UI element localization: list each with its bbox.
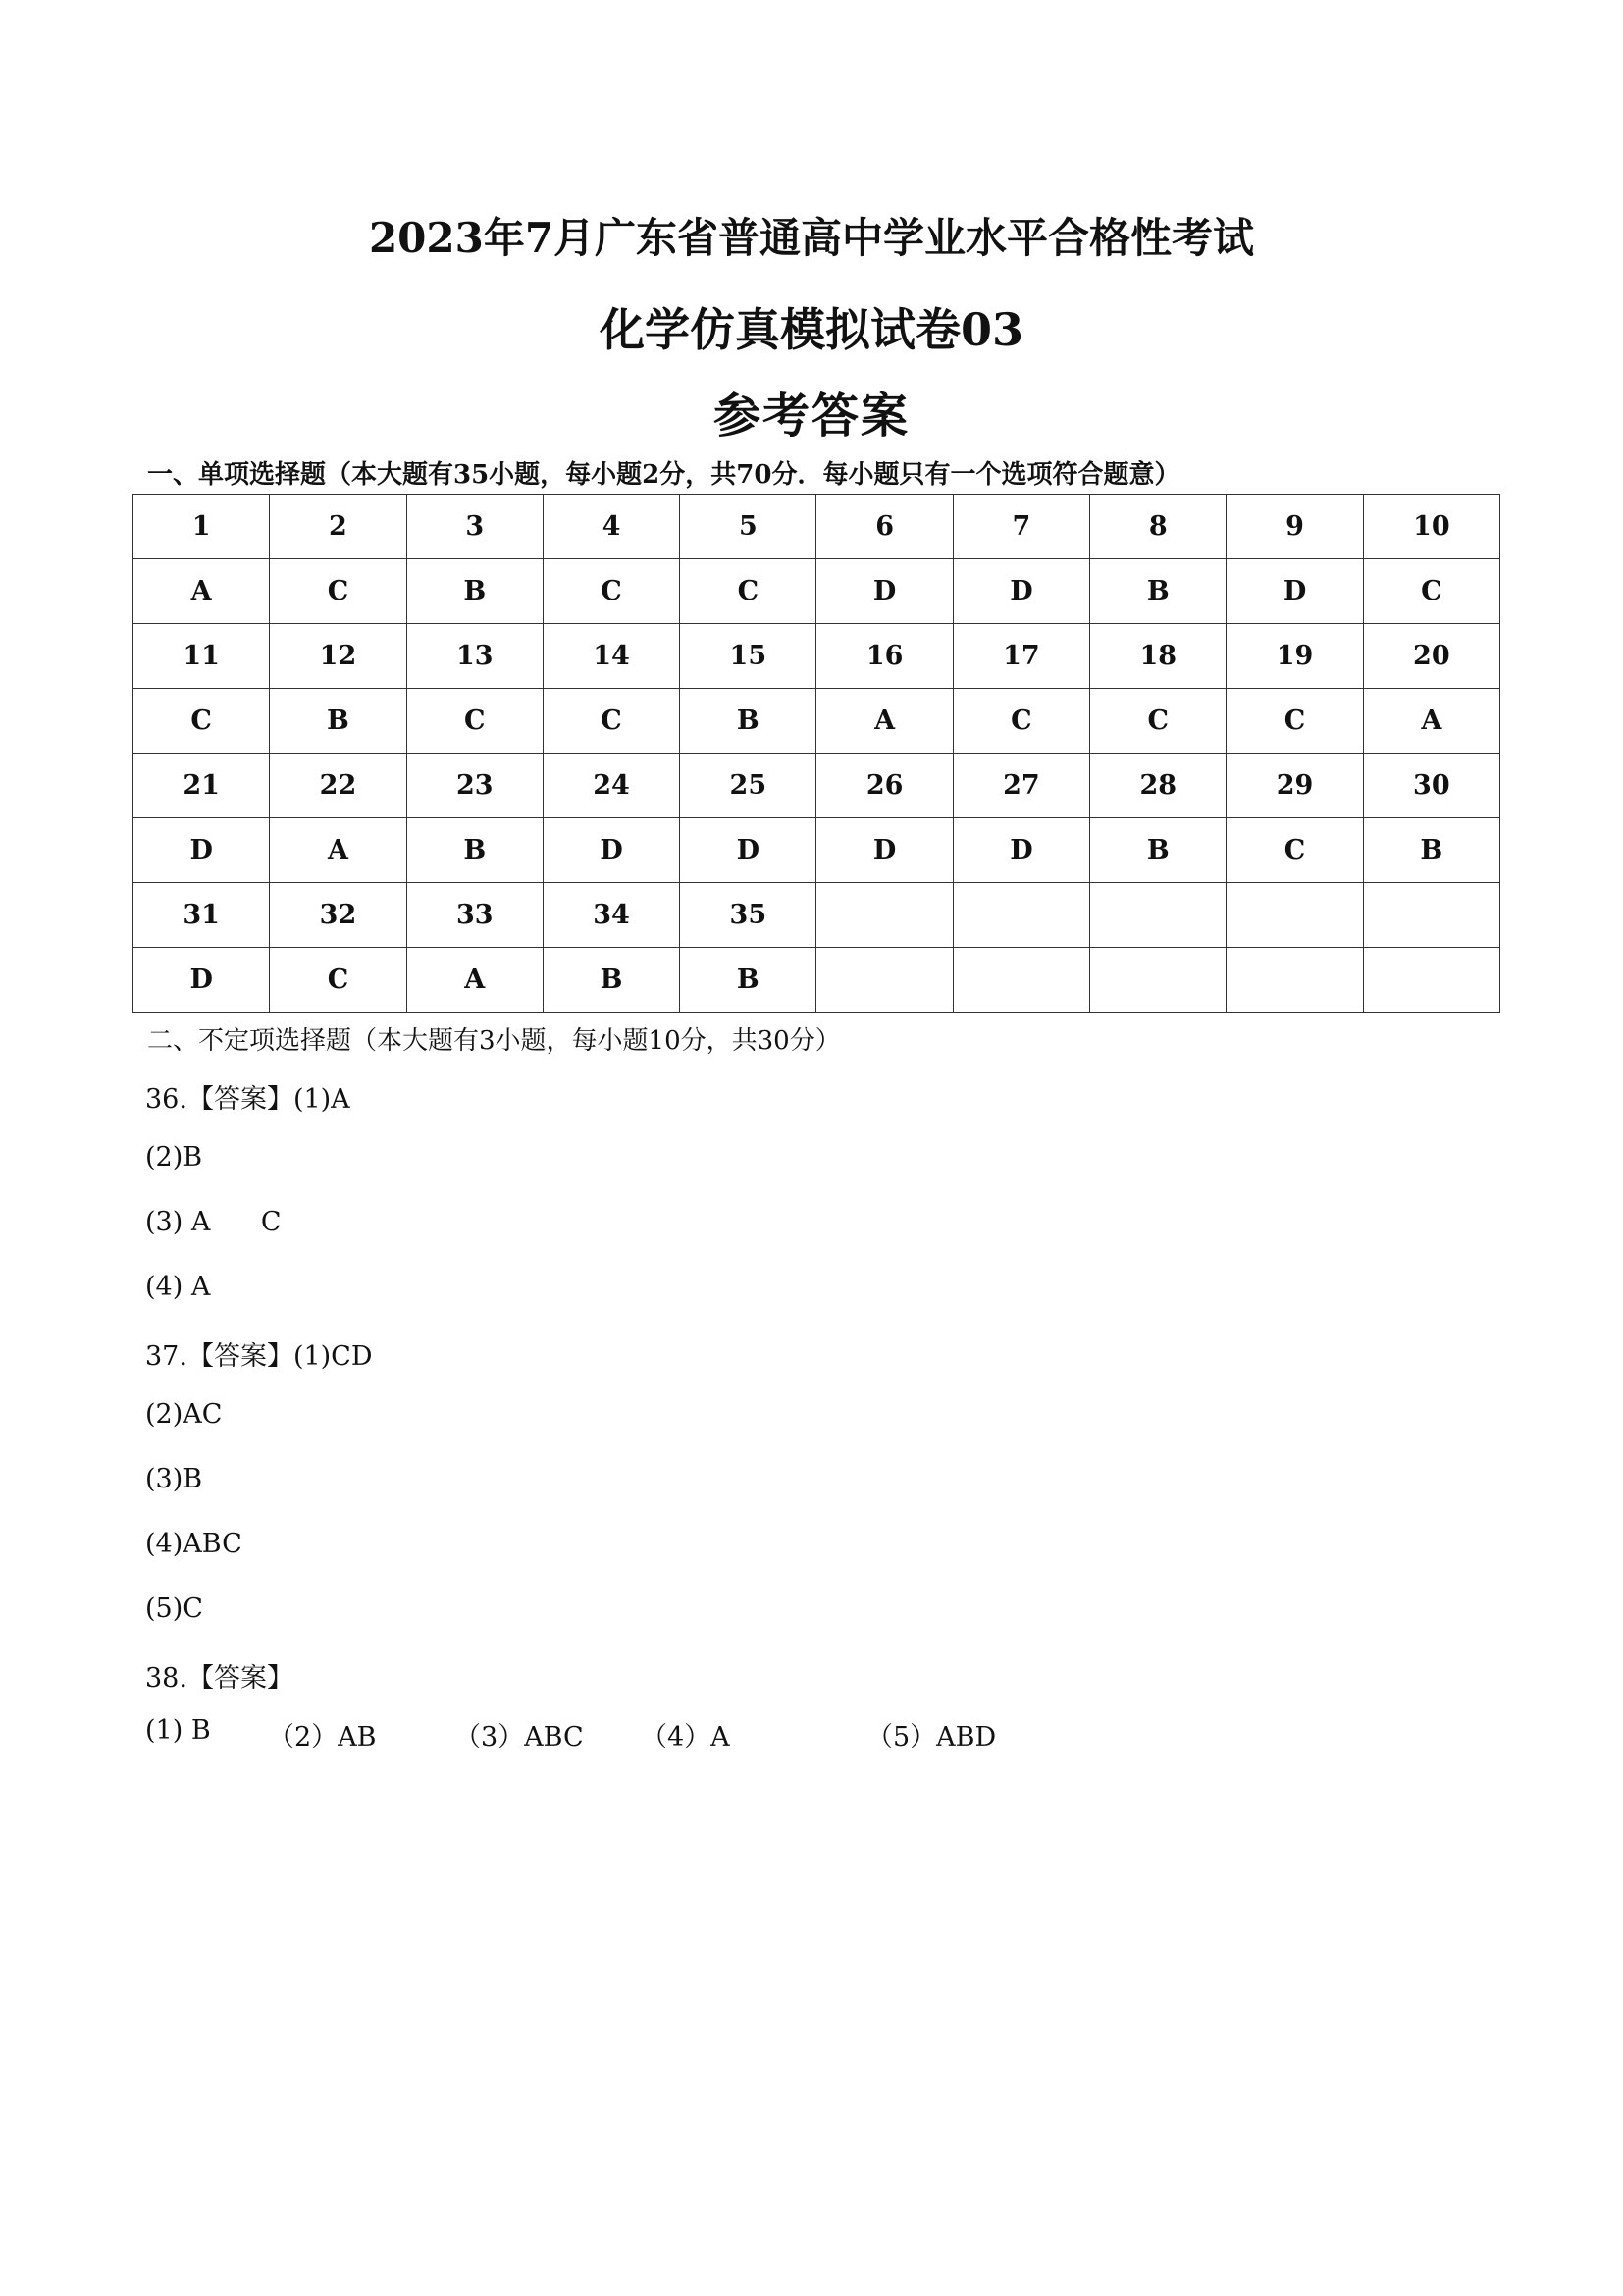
question-number-row <box>133 624 1500 689</box>
answer-letter-cell <box>953 948 1089 1013</box>
q37-answer-line-2: (2)AC <box>145 1399 223 1430</box>
question-number-cell: 14 <box>543 624 679 689</box>
q38-answer-4: （4）A <box>641 1722 730 1752</box>
answer-letter-cell: B <box>406 559 543 624</box>
question-number-cell: 30 <box>1363 754 1499 818</box>
question-number-cell: 11 <box>133 624 270 689</box>
answer-letter-cell: D <box>133 948 270 1013</box>
answer-letter-cell: A <box>406 948 543 1013</box>
question-number-row <box>133 883 1500 948</box>
answer-letter-cell: A <box>816 689 953 754</box>
question-number-cell: 32 <box>270 883 406 948</box>
question-number-cell: 3 <box>406 495 543 559</box>
answer-letter-cell: A <box>1363 689 1499 754</box>
q37-answer-line-4: (4)ABC <box>145 1529 242 1559</box>
answer-letter-cell: D <box>1227 559 1363 624</box>
answer-letter-cell: B <box>270 689 406 754</box>
question-number-cell: 19 <box>1227 624 1363 689</box>
answer-grid <box>132 494 1500 1013</box>
answer-letter-cell: B <box>1090 818 1227 883</box>
question-number-cell <box>1227 883 1363 948</box>
exam-title: 2023年7月广东省普通高中学业水平合格性考试 <box>368 214 1255 262</box>
question-number-row <box>133 495 1500 559</box>
answer-letter-cell: D <box>680 818 816 883</box>
answer-letter-row <box>133 689 1500 754</box>
question-number-cell: 16 <box>816 624 953 689</box>
answer-letter-cell: D <box>953 559 1089 624</box>
question-number-cell: 4 <box>543 495 679 559</box>
question-number-cell: 33 <box>406 883 543 948</box>
answer-letter-row <box>133 818 1500 883</box>
answer-letter-cell: B <box>406 818 543 883</box>
q37-answer-line-5: (5)C <box>145 1593 203 1624</box>
q38-answer-1: (1) B <box>145 1715 211 1746</box>
answer-letter-cell: B <box>680 689 816 754</box>
answer-letter-cell: C <box>1363 559 1499 624</box>
question-number-row <box>133 754 1500 818</box>
question-number-cell: 8 <box>1090 495 1227 559</box>
answer-key-title: 参考答案 <box>712 389 910 444</box>
question-number-cell <box>1090 883 1227 948</box>
question-number-cell: 34 <box>543 883 679 948</box>
answer-letter-cell <box>1363 948 1499 1013</box>
q38-answer-3: （3）ABC <box>454 1722 584 1752</box>
answer-letter-cell: C <box>1227 818 1363 883</box>
q38-answer-5: （5）ABD <box>866 1722 997 1752</box>
q36-answer-line-2: (2)B <box>145 1142 203 1173</box>
question-number-cell: 1 <box>133 495 270 559</box>
question-number-cell: 2 <box>270 495 406 559</box>
answer-letter-cell: B <box>1363 818 1499 883</box>
answer-letter-cell: C <box>543 559 679 624</box>
question-number-cell: 10 <box>1363 495 1499 559</box>
question-number-cell: 6 <box>816 495 953 559</box>
question-number-cell: 26 <box>816 754 953 818</box>
answer-letter-cell: C <box>133 689 270 754</box>
answer-letter-cell: A <box>133 559 270 624</box>
question-number-cell: 29 <box>1227 754 1363 818</box>
q38-answer-line-1: 38.【答案】 <box>145 1663 293 1694</box>
question-number-cell: 35 <box>680 883 816 948</box>
answer-letter-cell: C <box>270 948 406 1013</box>
question-number-cell: 5 <box>680 495 816 559</box>
answer-letter-cell: D <box>543 818 679 883</box>
q36-answer-line-1: 36.【答案】(1)A <box>145 1084 350 1115</box>
answer-letter-cell: C <box>1227 689 1363 754</box>
question-number-cell: 27 <box>953 754 1089 818</box>
section1-heading: 一、单项选择题（本大题有35小题，每小题2分，共70分．每小题只有一个选项符合题意） <box>147 460 1180 490</box>
answer-letter-cell: C <box>406 689 543 754</box>
question-number-cell: 18 <box>1090 624 1227 689</box>
question-number-cell: 15 <box>680 624 816 689</box>
question-number-cell: 13 <box>406 624 543 689</box>
answer-letter-cell: C <box>270 559 406 624</box>
answer-letter-cell: D <box>816 818 953 883</box>
answer-letter-cell: D <box>133 818 270 883</box>
section2-heading: 二、不定项选择题（本大题有3小题，每小题10分，共30分） <box>147 1026 841 1056</box>
paper-title: 化学仿真模拟试卷03 <box>599 303 1023 356</box>
question-number-cell <box>1363 883 1499 948</box>
question-number-cell <box>816 883 953 948</box>
question-number-cell: 22 <box>270 754 406 818</box>
question-number-cell: 24 <box>543 754 679 818</box>
answer-letter-cell: C <box>680 559 816 624</box>
question-number-cell: 17 <box>953 624 1089 689</box>
question-number-cell: 23 <box>406 754 543 818</box>
question-number-cell: 25 <box>680 754 816 818</box>
answer-letter-cell: C <box>543 689 679 754</box>
question-number-cell: 12 <box>270 624 406 689</box>
answer-letter-cell: B <box>1090 559 1227 624</box>
question-number-cell: 7 <box>953 495 1089 559</box>
answer-letter-row <box>133 948 1500 1013</box>
answer-letter-row <box>133 559 1500 624</box>
question-number-cell: 31 <box>133 883 270 948</box>
answer-letter-cell: D <box>816 559 953 624</box>
answer-letter-cell: B <box>680 948 816 1013</box>
answer-letter-cell: C <box>1090 689 1227 754</box>
answer-letter-cell <box>1227 948 1363 1013</box>
answer-letter-cell <box>1090 948 1227 1013</box>
answer-letter-cell: C <box>953 689 1089 754</box>
answer-letter-cell: A <box>270 818 406 883</box>
q38-answer-2: （2）AB <box>268 1722 377 1752</box>
answer-letter-cell: B <box>543 948 679 1013</box>
answer-letter-cell <box>816 948 953 1013</box>
question-number-cell: 21 <box>133 754 270 818</box>
q36-answer-line-4: (4) A <box>145 1272 211 1302</box>
answer-letter-cell: D <box>953 818 1089 883</box>
q37-answer-line-3: (3)B <box>145 1464 203 1494</box>
question-number-cell <box>953 883 1089 948</box>
q36-answer-line-3: (3) A C <box>145 1207 282 1237</box>
question-number-cell: 9 <box>1227 495 1363 559</box>
question-number-cell: 20 <box>1363 624 1499 689</box>
question-number-cell: 28 <box>1090 754 1227 818</box>
q37-answer-line-1: 37.【答案】(1)CD <box>145 1341 373 1372</box>
